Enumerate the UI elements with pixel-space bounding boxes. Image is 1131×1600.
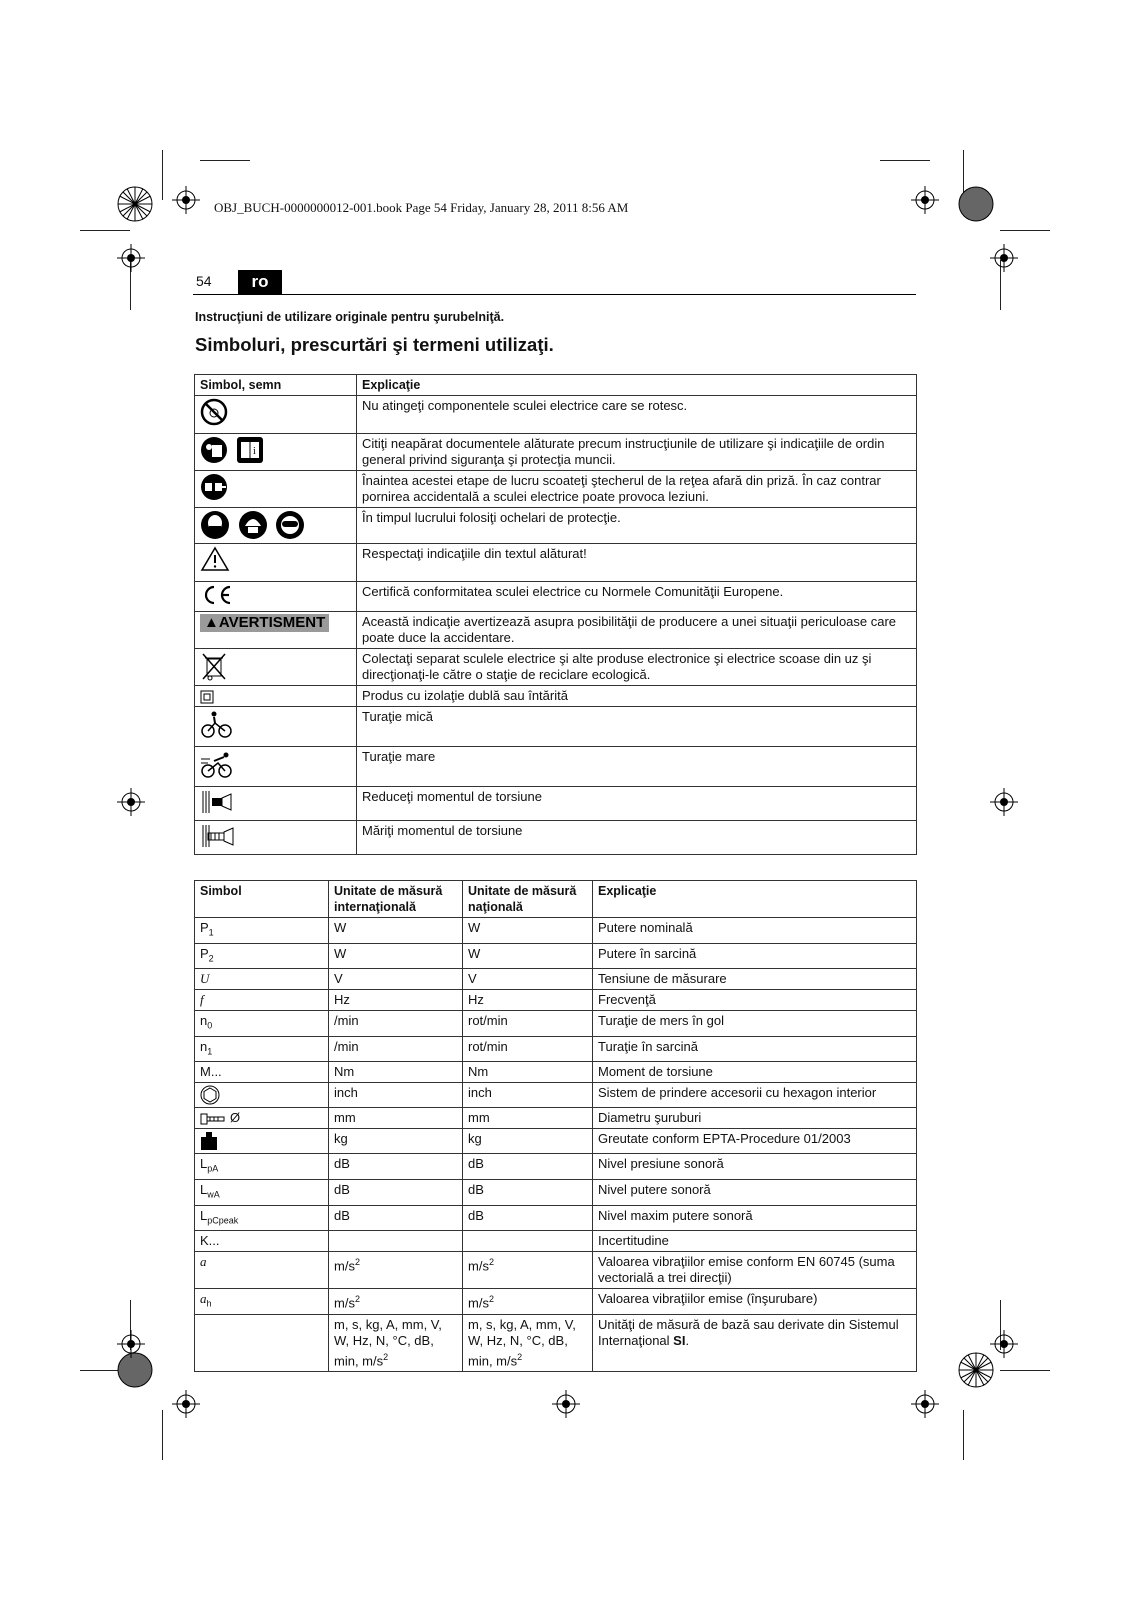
explanation-text: Frecvenţă bbox=[598, 992, 656, 1008]
symbol-cell bbox=[195, 1036, 329, 1062]
symbol-cell bbox=[195, 943, 329, 969]
explanation-text: Nivel maxim putere sonoră bbox=[598, 1207, 753, 1223]
info-book-icon bbox=[236, 436, 264, 464]
symbol-text: P bbox=[200, 945, 209, 961]
intl-unit-cell bbox=[329, 1062, 463, 1083]
intl-unit-text: Nm bbox=[334, 1064, 355, 1080]
registration-starburst-icon bbox=[958, 1352, 994, 1388]
table-row bbox=[195, 707, 917, 747]
explanation-cell: Măriţi momentul de torsiune bbox=[357, 821, 917, 855]
symbol-subscript: wA bbox=[207, 1189, 220, 1200]
explanation-text: Nivel putere sonoră bbox=[598, 1181, 711, 1197]
intl-unit-text: dB bbox=[334, 1156, 350, 1172]
symbol-cell bbox=[195, 1108, 329, 1129]
header-rule bbox=[193, 294, 916, 295]
screw-diameter-icon bbox=[200, 1112, 226, 1126]
symbol-subscript: 0 bbox=[207, 1020, 213, 1031]
explanation-text: Turaţie în sarcină bbox=[598, 1038, 698, 1054]
symbol-subscript: 1 bbox=[208, 927, 214, 938]
symbol-cell bbox=[195, 1179, 329, 1205]
intl-unit-cell bbox=[329, 1083, 463, 1108]
explanation-cell bbox=[593, 1205, 917, 1231]
intl-unit-cell bbox=[329, 918, 463, 944]
explanation-cell bbox=[593, 1179, 917, 1205]
national-unit-cell bbox=[463, 1036, 593, 1062]
crosshair-mark-icon bbox=[117, 788, 145, 816]
symbol-cell bbox=[195, 821, 357, 855]
table-row bbox=[195, 508, 917, 544]
national-unit-cell bbox=[463, 1205, 593, 1231]
page-number: 54 bbox=[196, 273, 212, 289]
explanation-cell bbox=[593, 1154, 917, 1180]
national-unit-text: dB bbox=[468, 1181, 484, 1197]
explanation-cell bbox=[593, 1083, 917, 1108]
explanation-cell: În timpul lucrului folosiţi ochelari de protecţie. bbox=[357, 508, 917, 544]
national-unit-cell bbox=[463, 1083, 593, 1108]
explanation-cell bbox=[593, 990, 917, 1011]
explanation-cell bbox=[593, 918, 917, 944]
column-header-explanation: Explicaţie bbox=[357, 375, 917, 396]
explanation-text: Diametru şuruburi bbox=[598, 1110, 702, 1126]
symbol-cell bbox=[195, 787, 357, 821]
table-header-row bbox=[195, 375, 917, 396]
symbol-cell bbox=[195, 582, 357, 612]
symbol-text: K... bbox=[200, 1233, 220, 1249]
superscript: 2 bbox=[488, 1257, 494, 1268]
explanation-cell bbox=[593, 1036, 917, 1062]
symbol-text: a bbox=[200, 1254, 207, 1270]
explanation-cell bbox=[593, 1252, 917, 1289]
table-row bbox=[195, 544, 917, 582]
table-row bbox=[195, 612, 917, 649]
superscript: 2 bbox=[517, 1351, 523, 1362]
symbol-subscript: pA bbox=[207, 1163, 219, 1174]
explanation-cell: Turaţie mare bbox=[357, 747, 917, 787]
fast-bike-icon bbox=[200, 749, 236, 779]
crosshair-mark-icon bbox=[117, 244, 145, 272]
table-row bbox=[195, 1036, 917, 1062]
explanation-cell: Reduceţi momentul de torsiune bbox=[357, 787, 917, 821]
table-header-row bbox=[195, 881, 917, 918]
warning-label-text: AVERTISMENT bbox=[218, 614, 326, 631]
explanation-text: Valoarea vibraţiilor emise conform EN 60745 (suma vectorială a trei direcţii) bbox=[598, 1254, 895, 1286]
table-row bbox=[195, 821, 917, 855]
intl-unit-cell bbox=[329, 1129, 463, 1154]
symbol-cell bbox=[195, 707, 357, 747]
crosshair-mark-icon bbox=[990, 1330, 1018, 1358]
symbol-cell bbox=[195, 649, 357, 686]
national-unit-cell bbox=[463, 1108, 593, 1129]
intl-unit-text: /min bbox=[334, 1038, 359, 1054]
increase-torque-icon bbox=[200, 823, 236, 849]
national-unit-cell bbox=[463, 1062, 593, 1083]
symbol-cell bbox=[195, 396, 357, 434]
national-unit-cell bbox=[463, 1154, 593, 1180]
column-header-symbol: Simbol, semn bbox=[195, 375, 357, 396]
symbol-cell bbox=[195, 990, 329, 1011]
intl-unit-cell bbox=[329, 1036, 463, 1062]
table-row bbox=[195, 1289, 917, 1315]
table-row bbox=[195, 649, 917, 686]
explanation-cell: Turaţie mică bbox=[357, 707, 917, 747]
symbol-cell bbox=[195, 918, 329, 944]
national-unit-text: V bbox=[468, 971, 477, 987]
explanation-cell: Citiţi neapărat documentele alăturate precum instrucţiunile de utilizare şi indicaţiile de ordin general privind siguranţa şi protecţia muncii. bbox=[357, 434, 917, 471]
symbol-cell bbox=[195, 612, 357, 649]
intl-unit-text: m/s bbox=[334, 1295, 355, 1311]
crosshair-mark-icon bbox=[990, 788, 1018, 816]
crosshair-mark-icon bbox=[172, 1390, 200, 1418]
symbol-cell bbox=[195, 1011, 329, 1037]
explanation-cell bbox=[593, 1108, 917, 1129]
registration-starburst-icon bbox=[117, 186, 153, 222]
weight-icon bbox=[200, 1131, 218, 1151]
intl-unit-cell bbox=[329, 1154, 463, 1180]
column-header-national-unit: Unitate de măsură naţională bbox=[463, 881, 593, 918]
intl-unit-text: dB bbox=[334, 1181, 350, 1197]
explanation-text: Putere în sarcină bbox=[598, 945, 697, 961]
table-row bbox=[195, 787, 917, 821]
explanation-cell: Respectaţi indicaţiile din textul alăturat! bbox=[357, 544, 917, 582]
explanation-text: Turaţie de mers în gol bbox=[598, 1013, 724, 1029]
explanation-cell: Produs cu izolaţie dublă sau întărită bbox=[357, 686, 917, 707]
national-unit-text: Hz bbox=[468, 992, 484, 1008]
national-unit-text: inch bbox=[468, 1085, 492, 1101]
explanation-tail: . bbox=[685, 1332, 690, 1348]
explanation-text: Valoarea vibraţiilor emise (înşurubare) bbox=[598, 1291, 818, 1307]
symbol-cell bbox=[195, 1231, 329, 1252]
unplug-icon bbox=[200, 473, 228, 501]
table-row bbox=[195, 396, 917, 434]
symbol-cell bbox=[195, 471, 357, 508]
symbol-cell bbox=[195, 1129, 329, 1154]
intl-unit-cell bbox=[329, 969, 463, 990]
intl-unit-cell bbox=[329, 1231, 463, 1252]
explanation-cell: Colectaţi separat sculele electrice şi alte produse electronice şi electrice scoase din uz şi direcţionaţi-le către o staţie de reciclare ecologică. bbox=[357, 649, 917, 686]
symbol-subscript: 1 bbox=[207, 1046, 213, 1057]
table-row bbox=[195, 1083, 917, 1108]
symbol-text: n bbox=[200, 1038, 208, 1054]
national-unit-cell bbox=[463, 990, 593, 1011]
symbols-table bbox=[194, 374, 917, 855]
warning-label: ▲AVERTISMENT bbox=[200, 614, 329, 632]
superscript: 2 bbox=[354, 1294, 360, 1305]
registration-gray-dot-icon bbox=[958, 186, 994, 222]
symbol-cell bbox=[195, 747, 357, 787]
symbol-subscript: h bbox=[206, 1298, 212, 1309]
double-insulation-icon bbox=[200, 690, 214, 704]
symbol-text: P bbox=[200, 920, 209, 935]
read-manual-icon bbox=[200, 436, 228, 464]
table-row bbox=[195, 1129, 917, 1154]
symbol-cell bbox=[195, 544, 357, 582]
intl-unit-text: inch bbox=[334, 1085, 358, 1101]
table-row bbox=[195, 582, 917, 612]
national-unit-text: W bbox=[468, 920, 481, 935]
national-unit-cell bbox=[463, 1231, 593, 1252]
intl-unit-text: dB bbox=[334, 1207, 350, 1223]
manual-subtitle: Instrucţiuni de utilizare originale pentru şurubelniţă. bbox=[195, 310, 505, 324]
intl-unit-text: W bbox=[334, 945, 347, 961]
ce-mark-icon bbox=[200, 584, 234, 606]
intl-unit-text: kg bbox=[334, 1131, 348, 1147]
table-row bbox=[195, 969, 917, 990]
intl-unit-text: mm bbox=[334, 1110, 356, 1126]
symbol-cell bbox=[195, 1205, 329, 1231]
intl-unit-cell bbox=[329, 990, 463, 1011]
slow-bike-icon bbox=[200, 709, 232, 739]
symbol-text: U bbox=[200, 971, 210, 987]
symbol-text: a bbox=[200, 1291, 207, 1307]
explanation-cell: Această indicaţie avertizează asupra posibilităţii de producere a unei situaţii periculoase care poate duce la accidentare. bbox=[357, 612, 917, 649]
explanation-cell bbox=[593, 969, 917, 990]
table-row bbox=[195, 990, 917, 1011]
table-row bbox=[195, 1314, 917, 1371]
column-header-intl-unit: Unitate de măsură internaţională bbox=[329, 881, 463, 918]
table-row bbox=[195, 1231, 917, 1252]
national-unit-cell bbox=[463, 1314, 593, 1371]
symbol-text: L bbox=[200, 1156, 208, 1172]
intl-unit-text: W bbox=[334, 920, 347, 935]
crosshair-mark-icon bbox=[911, 1390, 939, 1418]
column-header-symbol: Simbol bbox=[195, 881, 329, 918]
explanation-text: Sistem de prindere accesorii cu hexagon interior bbox=[598, 1085, 877, 1101]
no-touch-icon bbox=[200, 398, 228, 426]
explanation-cell: Nu atingeţi componentele sculei electrice care se rotesc. bbox=[357, 396, 917, 434]
intl-unit-text: /min bbox=[334, 1013, 359, 1029]
intl-unit-text: V bbox=[334, 971, 343, 987]
table-row bbox=[195, 918, 917, 944]
table-row bbox=[195, 434, 917, 471]
column-header-explanation: Explicaţie bbox=[593, 881, 917, 918]
national-unit-cell bbox=[463, 1129, 593, 1154]
explanation-text: Greutate conform EPTA-Procedure 01/2003 bbox=[598, 1131, 851, 1147]
national-unit-text: m/s bbox=[468, 1295, 489, 1311]
units-table bbox=[194, 880, 917, 1372]
intl-unit-cell bbox=[329, 1289, 463, 1315]
national-unit-text: Nm bbox=[468, 1064, 489, 1080]
national-unit-text: m/s bbox=[468, 1258, 489, 1274]
goggles-icon bbox=[275, 510, 305, 540]
superscript: 2 bbox=[383, 1351, 389, 1362]
intl-unit-cell bbox=[329, 943, 463, 969]
helmet-icon bbox=[238, 510, 268, 540]
explanation-cell bbox=[593, 1231, 917, 1252]
weee-bin-icon bbox=[200, 651, 228, 681]
explanation-text: Unităţi de măsură de bază sau derivate din Sistemul Internaţional bbox=[598, 1316, 899, 1348]
table-row bbox=[195, 747, 917, 787]
explanation-bold: SI bbox=[673, 1332, 686, 1348]
table-row bbox=[195, 1108, 917, 1129]
symbol-text: f bbox=[200, 992, 204, 1008]
explanation-cell bbox=[593, 1062, 917, 1083]
explanation-cell bbox=[593, 1314, 917, 1371]
explanation-text: Putere nominală bbox=[598, 920, 693, 935]
national-unit-cell bbox=[463, 918, 593, 944]
symbol-text: M... bbox=[200, 1064, 222, 1080]
table-row bbox=[195, 1179, 917, 1205]
explanation-text: Tensiune de măsurare bbox=[598, 971, 727, 987]
face-mask-icon bbox=[200, 510, 230, 540]
symbol-cell bbox=[195, 1252, 329, 1289]
symbol-text: L bbox=[200, 1207, 208, 1223]
table-row bbox=[195, 1011, 917, 1037]
intl-unit-cell bbox=[329, 1108, 463, 1129]
svg-text:i: i bbox=[252, 446, 256, 457]
symbol-text: Ø bbox=[230, 1110, 241, 1126]
explanation-cell bbox=[593, 1289, 917, 1315]
intl-unit-text: m, s, kg, A, mm, V, W, Hz, N, °C, dB, min, m/s bbox=[334, 1316, 442, 1369]
national-unit-text: dB bbox=[468, 1207, 484, 1223]
symbol-cell bbox=[195, 508, 357, 544]
national-unit-text: rot/min bbox=[468, 1013, 508, 1029]
symbol-subscript: pCpeak bbox=[207, 1215, 239, 1226]
hexagon-icon bbox=[200, 1085, 220, 1105]
superscript: 2 bbox=[354, 1257, 360, 1268]
national-unit-text: W bbox=[468, 945, 481, 961]
national-unit-text: kg bbox=[468, 1131, 482, 1147]
crosshair-mark-icon bbox=[172, 186, 200, 214]
intl-unit-text: m/s bbox=[334, 1258, 355, 1274]
table-row bbox=[195, 1252, 917, 1289]
symbol-cell bbox=[195, 1154, 329, 1180]
intl-unit-cell bbox=[329, 1011, 463, 1037]
explanation-text: Incertitudine bbox=[598, 1233, 669, 1249]
file-meta: OBJ_BUCH-0000000012-001.book Page 54 Friday, January 28, 2011 8:56 AM bbox=[214, 200, 629, 215]
national-unit-text: m, s, kg, A, mm, V, W, Hz, N, °C, dB, min, m/s bbox=[468, 1316, 576, 1369]
crosshair-mark-icon bbox=[990, 244, 1018, 272]
superscript: 2 bbox=[488, 1294, 494, 1305]
explanation-cell: Înaintea acestei etape de lucru scoateţi ştecherul de la reţea afară din priză. În caz contrar pornirea accidentală a sculei electrice poate provoca leziuni. bbox=[357, 471, 917, 508]
symbol-cell bbox=[195, 969, 329, 990]
explanation-text: Moment de torsiune bbox=[598, 1064, 713, 1080]
national-unit-cell bbox=[463, 1252, 593, 1289]
symbol-text: n bbox=[200, 1013, 208, 1029]
national-unit-cell bbox=[463, 1289, 593, 1315]
symbol-cell bbox=[195, 1062, 329, 1083]
explanation-cell bbox=[593, 1129, 917, 1154]
table-row bbox=[195, 1205, 917, 1231]
symbol-cell bbox=[195, 1314, 329, 1371]
explanation-cell: Certifică conformitatea sculei electrice cu Normele Comunităţii Europene. bbox=[357, 582, 917, 612]
national-unit-cell bbox=[463, 969, 593, 990]
national-unit-text: mm bbox=[468, 1110, 490, 1126]
intl-unit-text: Hz bbox=[334, 992, 350, 1008]
intl-unit-cell bbox=[329, 1252, 463, 1289]
symbol-cell bbox=[195, 686, 357, 707]
table-row bbox=[195, 943, 917, 969]
table-row bbox=[195, 686, 917, 707]
intl-unit-cell bbox=[329, 1205, 463, 1231]
national-unit-text: rot/min bbox=[468, 1038, 508, 1054]
reduce-torque-icon bbox=[200, 789, 234, 815]
national-unit-text: dB bbox=[468, 1156, 484, 1172]
national-unit-cell bbox=[463, 1011, 593, 1037]
explanation-text: Nivel presiune sonoră bbox=[598, 1156, 724, 1172]
language-tab: ro bbox=[238, 270, 282, 294]
symbol-subscript: 2 bbox=[208, 953, 214, 964]
table-row bbox=[195, 1154, 917, 1180]
intl-unit-cell bbox=[329, 1179, 463, 1205]
crosshair-mark-icon bbox=[117, 1330, 145, 1358]
explanation-cell bbox=[593, 943, 917, 969]
symbol-text: L bbox=[200, 1181, 208, 1197]
warning-triangle-icon bbox=[200, 546, 230, 572]
symbol-cell bbox=[195, 434, 357, 471]
table-row bbox=[195, 1062, 917, 1083]
explanation-cell bbox=[593, 1011, 917, 1037]
national-unit-cell bbox=[463, 943, 593, 969]
national-unit-cell bbox=[463, 1179, 593, 1205]
crosshair-mark-icon bbox=[552, 1390, 580, 1418]
table-row bbox=[195, 471, 917, 508]
crosshair-mark-icon bbox=[911, 186, 939, 214]
page-title: Simboluri, prescurtări şi termeni utilizaţi. bbox=[195, 334, 554, 355]
symbol-cell bbox=[195, 1083, 329, 1108]
symbol-cell bbox=[195, 1289, 329, 1315]
intl-unit-cell bbox=[329, 1314, 463, 1371]
